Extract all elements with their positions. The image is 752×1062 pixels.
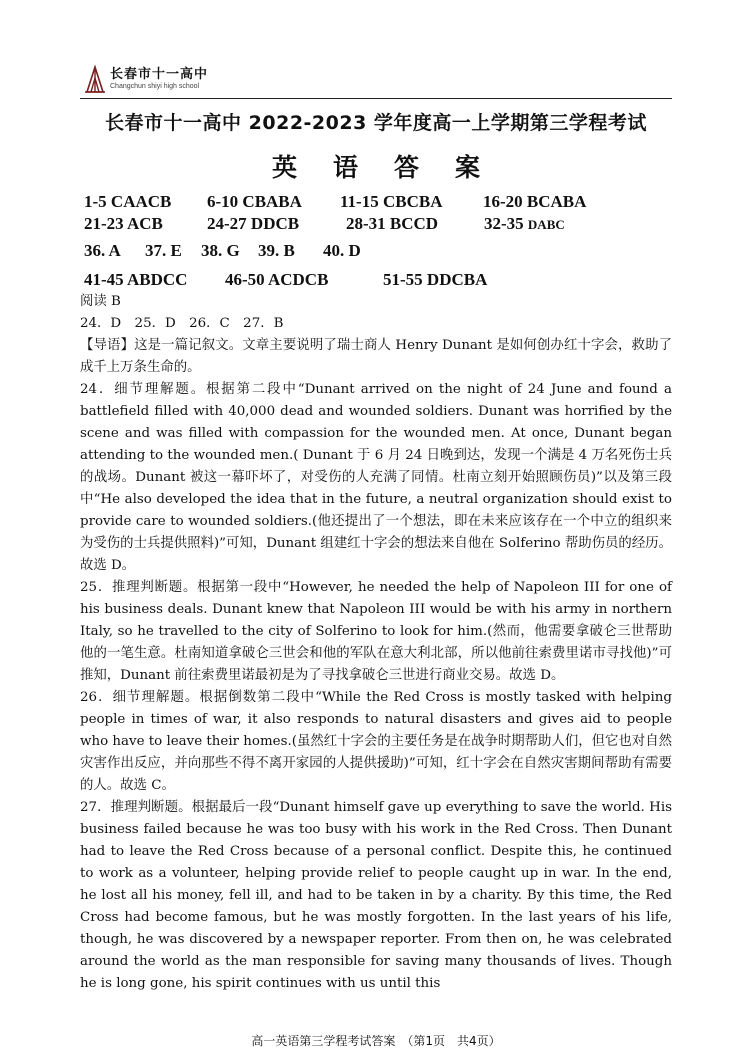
explanation-25: 25．推理判断题。根据第一段中“However, he needed the help of Napoleon III for one of his business deals. Dunant knew that Napoleon III would be with his army in northern Italy, so he travelled to the city of Solferino to look for him.(然而，他需要拿破仑三世帮助他的一笔生意。杜南知道拿破仑三世会和他的军队在意大利北部，所以他前往索费里诺市寻找他)”可推知，Dunant 前往索费里诺最初是为了寻找拿破仑三世进行商业交易。故选 D。 (80, 580, 672, 683)
section-label: 阅读 B (80, 294, 121, 309)
answer-group: 46-50 ACDCB (225, 270, 329, 289)
logo-english-name: Changchun shiyi high school (110, 83, 200, 90)
answer-group: 11-15 CBCBA (340, 192, 443, 211)
answer-group: 16-20 BCABA (483, 192, 587, 211)
explanation-body (80, 291, 672, 995)
header-divider (80, 98, 672, 99)
logo-chinese-name: 长春市十一高中 (110, 67, 209, 82)
explanation-27: 27．推理判断题。根据最后一段“Dunant himself gave up everything to save the world. His business failed because he was too busy with his work in the Red Cross. Then Dunant had to leave the Red Cross because of a personal conflict. Despite this, he continued to work as a volunteer, helping provide relief to people caught up in war. In the end, he lost all his money, fell ill, and had to be taken in by a charity. By this time, the Red Cross had become famous, but he was mostly forgotten. In the last years of his life, though, he was discovered by a newspaper reporter. From then on, he was celebrated around the world as the man responsible for saving many thousands of lives. Though he is long gone, his spirit continues with us until this (80, 800, 672, 991)
answer-group: 1-5 CAACB (84, 192, 172, 211)
answer-group (484, 214, 565, 234)
answer-group: 51-55 DDCBA (383, 270, 488, 289)
answer-key-heading: 英语答案 (271, 153, 516, 182)
answer-group: 6-10 CBABA (207, 192, 302, 211)
intro-paragraph: 【导语】这是一篇记叙文。文章主要说明了瑞士商人 Henry Dunant 是如何创办红十字会，救助了成千上万条生命的。 (80, 338, 672, 375)
answer-item: 40. D (323, 241, 361, 260)
answer-item: 36. A (84, 241, 121, 260)
school-logo (84, 62, 208, 96)
reading-answers: 24．D 25．D 26．C 27．B (80, 316, 284, 331)
answer-group: 21-23 ACB (84, 214, 163, 233)
answer-group: 24-27 DDCB (207, 214, 300, 233)
answer-letters: DABC (527, 217, 565, 232)
answer-range: 32-35 (484, 214, 524, 233)
answer-item: 38. G (201, 241, 240, 260)
answer-item: 39. B (258, 241, 295, 260)
page-footer: 高一英语第三学程考试答案 （第1页 共4页） (251, 1034, 501, 1048)
answer-item: 37. E (145, 241, 182, 260)
exam-title: 长春市十一高中 2022-2023 学年度高一上学期第三学程考试 (105, 112, 647, 134)
answer-group: 28-31 BCCD (346, 214, 439, 233)
explanation-26: 26．细节理解题。根据倒数第二段中“While the Red Cross is mostly tasked with helping people in times of war, it also responds to natural disasters and gives aid to people who have to leave their homes.(虽然红十字会的主要任务是在战争时期帮助人们，但它也对自然灾害作出反应，并向那些不得不离开家园的人提供援助)”可知，红十字会在自然灾害期间帮助有需要的人。故选 C。 (80, 690, 672, 793)
answer-group: 41-45 ABDCC (84, 270, 188, 289)
school-emblem-icon (84, 64, 106, 94)
explanation-24: 24．细节理解题。根据第二段中“Dunant arrived on the night of 24 June and found a battlefield filled with 40,000 dead and wounded soldiers. Dunant was horrified by the scene and was filled with compassion for the wounded men. At once, Dunant began attending to the wounded men.( Dunant 于 6 月 24 日晚到达，发现一个满是 4 万名死伤士兵的战场。Dunant 被这一幕吓坏了，对受伤的人充满了同情。杜南立刻开始照顾伤员)”以及第三段中“He also developed the idea that in the future, a neutral organization should exist to provide care to wounded soldiers.(他还提出了一个想法，即在未来应该存在一个中立的组织来为受伤的士兵提供照料)”可知，Dunant 组建红十字会的想法来自他在 Solferino 帮助伤员的经历。故选 D。 (80, 382, 672, 573)
